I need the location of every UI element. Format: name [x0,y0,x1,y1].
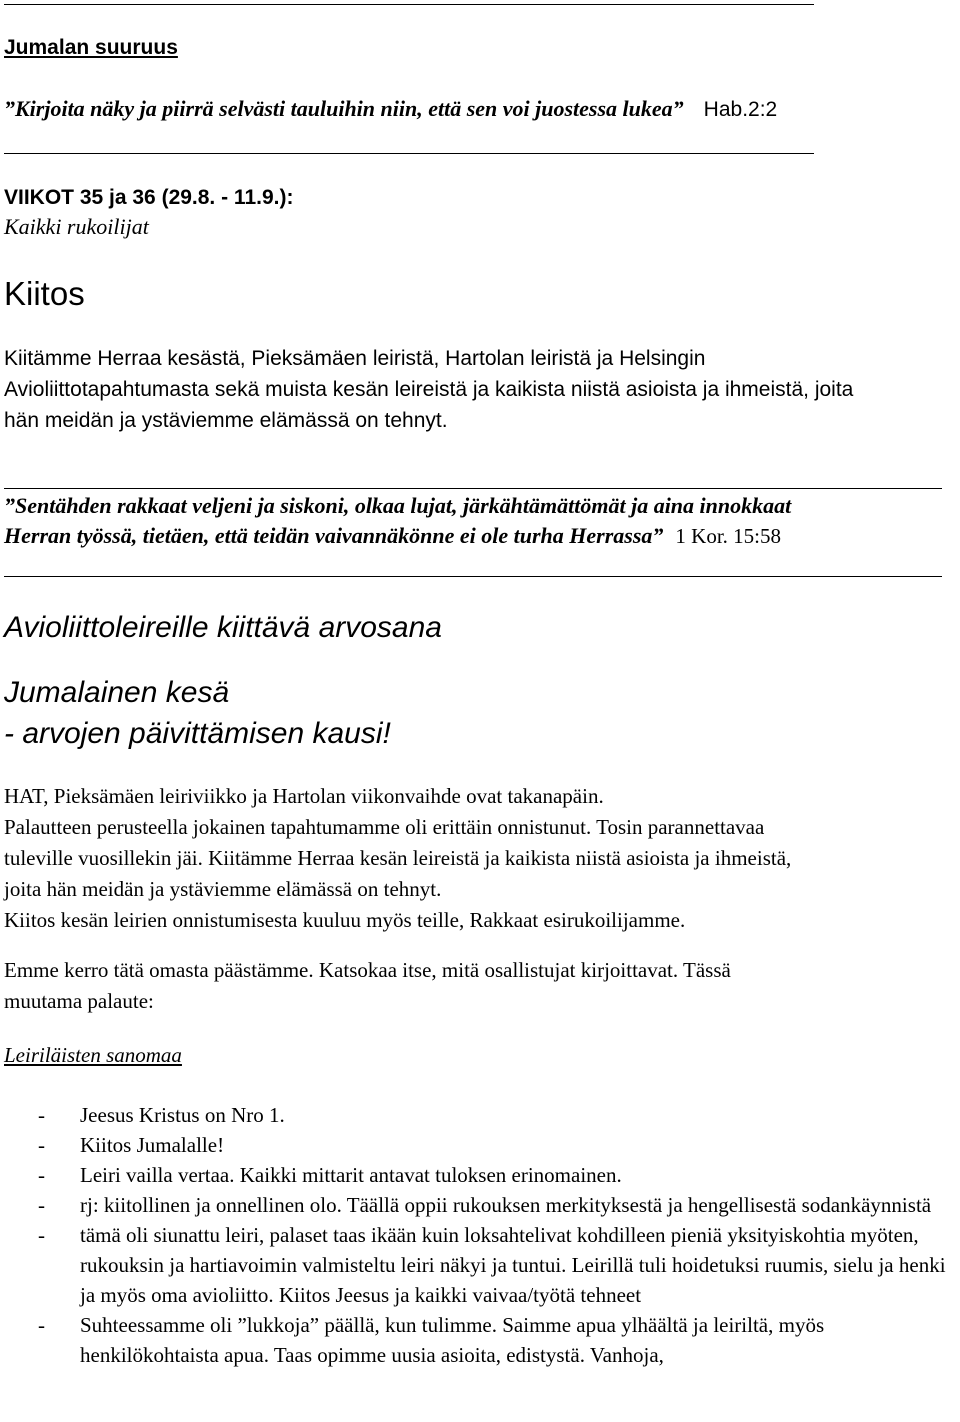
list-item-text: tämä oli siunattu leiri, palaset taas ikään kuin loksahtelivat kohdilleen pieniä yksityiskohtia myöten, rukouksin ja hartiavoimin valmisteltu leiri näkyi ja tuntui. Leirillä tuli hoidetuksi ruumis, sielu ja henki ja myös oma avioliitto. Kiitos Jeesus ja kaikki vaivaa/työtä tehneet [80,1223,946,1307]
feedback-line: Emme kerro tätä omasta päästämme. Katsokaa itse, mitä osallistujat kirjoittavat. Tässä [4,958,731,982]
list-item-text: Kiitos Jumalalle! [80,1133,225,1157]
top-verse-text: ”Kirjoita näky ja piirrä selvästi tauluihin niin, että sen voi juostessa lukea” [4,96,684,121]
verse-rule [4,153,814,154]
page-heading: Jumalan suuruus [4,36,178,59]
mid-verse-line-2-wrap [4,523,781,549]
summary-line: tuleville vuosillekin jäi. Kiitämme Herraa kesän leireistä ja kaikista niistä asioista ja ihmeistä, [4,846,792,870]
thanks-line: Kiitämme Herraa kesästä, Pieksämäen leiristä, Hartolan leiristä ja Helsingin [4,347,706,370]
thanks-paragraph [4,343,853,436]
list-item [36,1220,956,1310]
summary-line: joita hän meidän ja ystäviemme elämässä on tehnyt. [4,877,442,901]
top-verse [4,96,777,122]
list-item-text: Suhteessamme oli ”lukkoja” päällä, kun tulimme. Saimme apua ylhäältä ja leiriltä, myös henkilökohtaista apua. Taas opimme uusia asioita, edistystä. Vanhoja, [80,1313,825,1367]
top-verse-reference: Hab.2:2 [703,98,778,121]
audience-label: Kaikki rukoilijat [4,214,149,239]
list-dash: - [38,1103,45,1127]
title-1: Avioliittoleireille kiittävä arvosana [4,611,442,644]
section-title: Kiitos [4,275,85,312]
summary-line: HAT, Pieksämäen leiriviikko ja Hartolan viikonvaihde ovat takanapäin. [4,784,604,808]
list-dash: - [38,1163,45,1187]
mid-verse-top-rule [4,488,942,489]
list-item-text: Leiri vailla vertaa. Kaikki mittarit antavat tuloksen erinomainen. [80,1163,622,1187]
feedback-line: muutama palaute: [4,989,154,1013]
title-2: Jumalainen kesä [4,676,230,709]
list-item [36,1160,956,1190]
list-dash: - [38,1223,45,1247]
mid-verse-bottom-rule [4,576,942,577]
top-rule [4,4,814,5]
thanks-line: Avioliittotapahtumasta sekä muista kesän leireistä ja kaikista niistä asioista ja ihmeistä, joita [4,378,854,401]
list-item-text: Jeesus Kristus on Nro 1. [80,1103,285,1127]
list-dash: - [38,1133,45,1157]
title-3: - arvojen päivittämisen kausi! [4,717,391,750]
summary-paragraph [4,781,791,936]
mid-verse-reference: 1 Kor. 15:58 [675,524,782,548]
list-dash: - [38,1193,45,1217]
thanks-line: hän meidän ja ystäviemme elämässä on tehnyt. [4,409,448,432]
list-item-text: rj: kiitollinen ja onnellinen olo. Täällä oppii rukouksen merkityksestä ja hengellisestä sodankäynnistä [80,1193,932,1217]
list-item [36,1130,956,1160]
list-item [36,1100,956,1130]
summary-line: Palautteen perusteella jokainen tapahtumamme oli erittäin onnistunut. Tosin parannettavaa [4,815,765,839]
list-item [36,1310,956,1370]
weeks-heading: VIIKOT 35 ja 36 (29.8. - 11.9.): [4,186,294,209]
quotes-list [36,1100,956,1370]
summary-line: Kiitos kesän leirien onnistumisesta kuuluu myös teille, Rakkaat esirukoilijamme. [4,908,686,932]
mid-verse-line-2: Herran työssä, tietäen, että teidän vaivannäkönne ei ole turha Herrassa” [4,523,664,548]
feedback-paragraph [4,955,731,1017]
list-item [36,1190,956,1220]
list-dash: - [38,1313,45,1337]
mid-verse-line-1: ”Sentähden rakkaat veljeni ja siskoni, olkaa lujat, järkähtämättömät ja aina innokkaat [4,493,792,518]
quotes-subheading: Leiriläisten sanomaa [4,1043,182,1067]
